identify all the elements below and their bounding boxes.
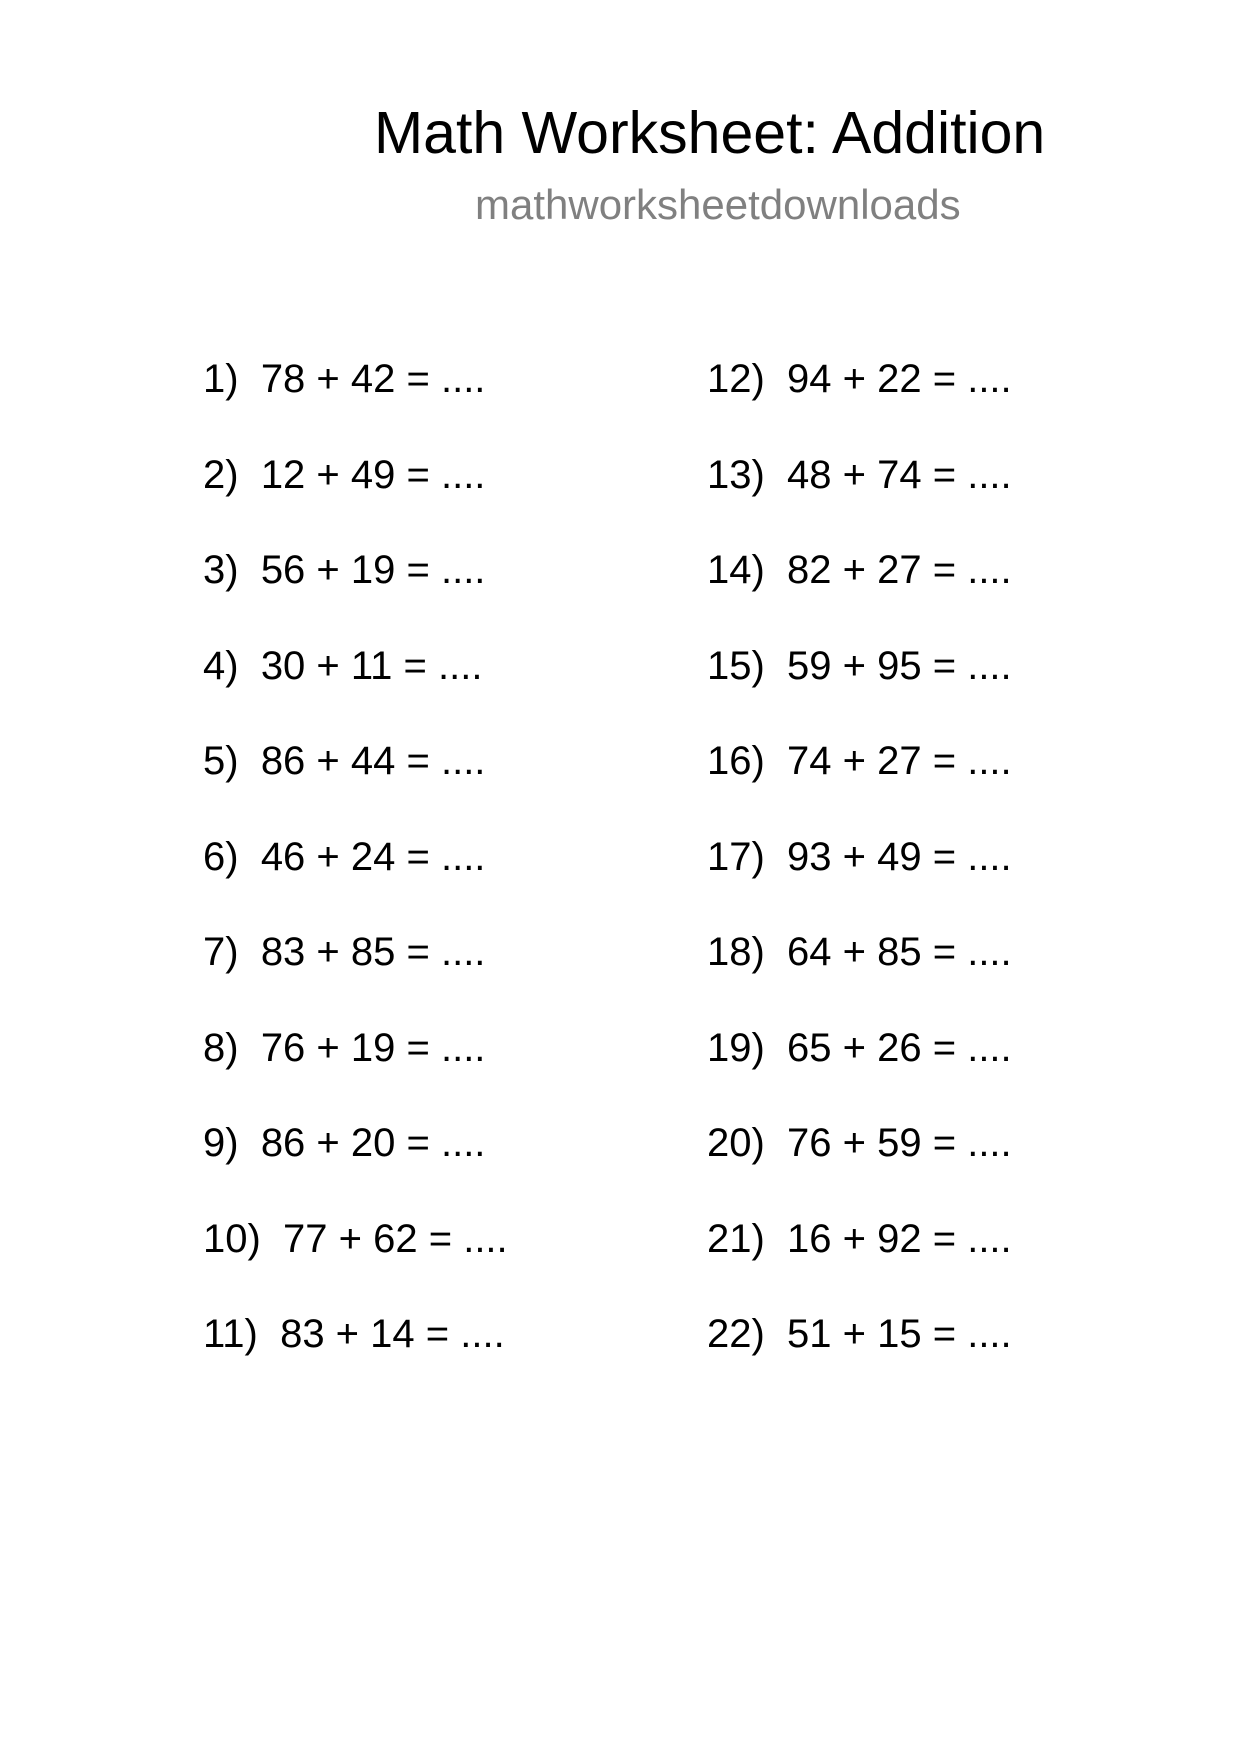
problem-item: [707, 1216, 1012, 1312]
problem-number: 8): [203, 1025, 239, 1070]
problem-expression: 56 + 19 = ....: [260, 548, 486, 592]
problem-expression: 86 + 44 = ....: [260, 739, 486, 783]
problem-expression: 48 + 74 = ....: [787, 452, 1012, 497]
problem-number: 14): [707, 548, 765, 592]
problem-number: 13): [707, 452, 765, 497]
page-title: Math Worksheet: Addition: [374, 100, 1046, 166]
problem-expression: 16 + 92 = ....: [787, 1216, 1012, 1261]
problem-number: 5): [203, 739, 239, 783]
problem-number: 3): [203, 548, 239, 592]
problem-item: [707, 738, 1012, 834]
problem-item: [203, 452, 508, 548]
problem-item: [707, 643, 1012, 739]
problem-number: 11): [203, 1312, 258, 1356]
site-name: mathworksheetdownloads: [475, 181, 961, 228]
problem-expression: 46 + 24 = ....: [260, 834, 486, 879]
problem-expression: 93 + 49 = ....: [787, 834, 1012, 879]
problem-expression: 30 + 11 = ....: [260, 643, 483, 688]
problem-item: [707, 356, 1012, 452]
problem-number: 17): [707, 834, 765, 879]
problem-item: [203, 738, 508, 834]
problem-item: [203, 1311, 508, 1407]
problem-item: [203, 1025, 508, 1121]
problem-item: [707, 547, 1012, 643]
problem-item: [203, 643, 508, 739]
problems-left-column: [203, 356, 508, 1407]
problem-item: [707, 834, 1012, 930]
problems-right-column: [707, 356, 1012, 1407]
problem-item: [203, 547, 508, 643]
problem-number: 7): [203, 930, 239, 974]
problem-expression: 64 + 85 = ....: [787, 930, 1012, 974]
problem-item: [203, 1216, 508, 1312]
problem-expression: 94 + 22 = ....: [787, 357, 1012, 401]
problem-number: 19): [707, 1025, 765, 1070]
problem-expression: 74 + 27 = ....: [787, 739, 1012, 783]
problem-item: [707, 1311, 1012, 1407]
problem-number: 16): [707, 739, 765, 783]
problem-expression: 51 + 15 = ....: [787, 1312, 1012, 1356]
problem-item: [203, 356, 508, 452]
problem-expression: 12 + 49 = ....: [260, 452, 486, 497]
problem-item: [707, 1025, 1012, 1121]
problem-expression: 59 + 95 = ....: [787, 643, 1012, 688]
problem-number: 1): [203, 357, 239, 401]
problem-expression: 76 + 19 = ....: [260, 1025, 486, 1070]
problem-item: [203, 834, 508, 930]
problem-number: 4): [203, 643, 239, 688]
problem-number: 15): [707, 643, 765, 688]
problem-expression: 83 + 14 = ....: [280, 1312, 505, 1356]
problem-expression: 78 + 42 = ....: [260, 357, 486, 401]
problem-number: 20): [707, 1121, 765, 1165]
problem-expression: 76 + 59 = ....: [787, 1121, 1012, 1165]
problem-number: 9): [203, 1121, 239, 1165]
problem-number: 6): [203, 834, 239, 879]
problem-number: 12): [707, 357, 765, 401]
problem-number: 22): [707, 1312, 765, 1356]
problem-number: 21): [707, 1216, 765, 1261]
problem-number: 10): [203, 1216, 261, 1261]
problem-expression: 86 + 20 = ....: [260, 1121, 486, 1165]
problem-number: 2): [203, 452, 239, 497]
problem-item: [203, 1120, 508, 1216]
problem-expression: 65 + 26 = ....: [787, 1025, 1012, 1070]
problem-item: [707, 1120, 1012, 1216]
problem-item: [707, 929, 1012, 1025]
problem-number: 18): [707, 930, 765, 974]
problem-item: [203, 929, 508, 1025]
problem-expression: 83 + 85 = ....: [260, 930, 486, 974]
problem-expression: 77 + 62 = ....: [283, 1216, 508, 1261]
problem-expression: 82 + 27 = ....: [787, 548, 1012, 592]
problem-item: [707, 452, 1012, 548]
